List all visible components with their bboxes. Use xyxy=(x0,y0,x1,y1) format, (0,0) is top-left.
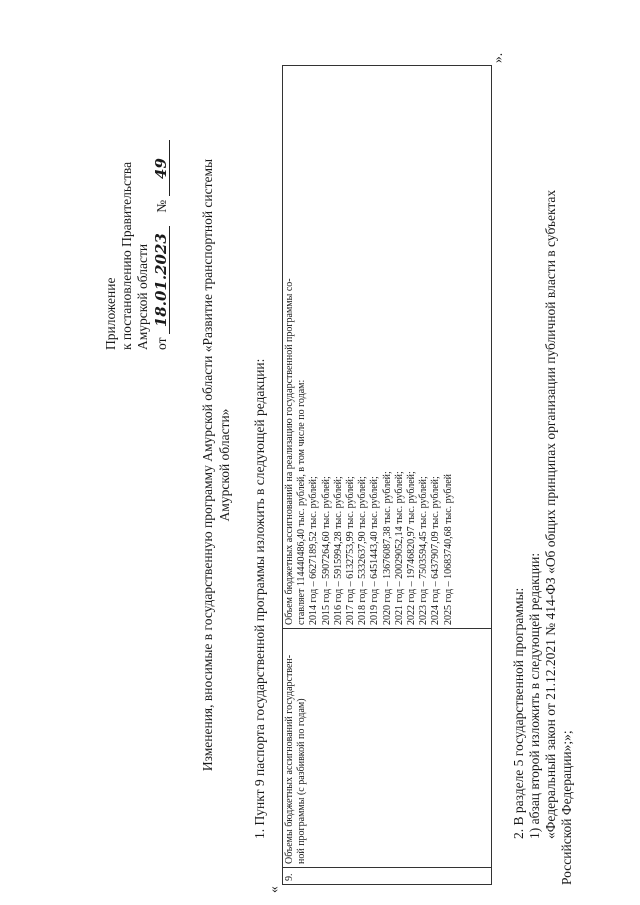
appendix-label: Приложение xyxy=(103,277,118,350)
open-quote: « xyxy=(266,886,281,893)
document-title-line2: Амурской области» xyxy=(217,408,232,522)
row-name-cell xyxy=(283,629,492,868)
value-line: 2017 год – 6132753,99 тыс. рублей; xyxy=(345,476,357,625)
value-line: 2024 год – 6437907,09 тыс. рублей; xyxy=(430,476,442,625)
row-value-cell xyxy=(283,66,492,629)
value-line: 2014 год – 6627189,52 тыс. рублей; xyxy=(308,476,320,625)
region-name: Амурской области xyxy=(135,243,150,350)
document-title-line1: Изменения, вносимые в государственную программу Амурской области «Развитие транспортной системы xyxy=(200,158,215,772)
decree-number: 49 xyxy=(153,141,170,197)
from-label: от xyxy=(154,337,169,350)
value-line: 2019 год – 6451443,40 тыс. рублей; xyxy=(369,476,381,625)
value-line: Объем бюджетных ассигнований на реализацию государственной программы со- xyxy=(284,278,295,625)
value-line: 2018 год – 5332637,90 тыс. рублей; xyxy=(357,476,369,625)
decree-date: 18.01.2023 xyxy=(153,226,170,334)
point-1-text: 1. Пункт 9 паспорта государственной программы изложить в следующей редакции: xyxy=(252,358,267,839)
value-line: 2015 год – 5907264,60 тыс. рублей; xyxy=(320,476,332,625)
row-number-cell: 9. xyxy=(283,868,492,885)
point-2-quoted-law-cont: Российской Федерации»;»; xyxy=(559,730,574,885)
close-quote: ». xyxy=(490,52,505,63)
row-name-line1: Объемы бюджетных ассигнований государствен- xyxy=(284,654,295,864)
number-label: № xyxy=(154,199,169,213)
passport-table xyxy=(282,65,492,885)
value-line: 2022 год – 19746820,97 тыс. рублей; xyxy=(406,471,418,625)
value-line: ставляет 114440486,40 тыс. рублей, в том числе по годам: xyxy=(296,379,308,625)
value-line: 2016 год – 5915994,28 тыс. рублей; xyxy=(332,476,344,625)
table-row xyxy=(283,66,492,885)
value-line: 2025 год – 10683740,68 тыс. рублей xyxy=(442,473,454,625)
value-line: 2023 год – 7503594,45 тыс. рублей; xyxy=(418,476,430,625)
point-2-quoted-law: «Федеральный закон от 21.12.2021 № 414-ФЗ «Об общих принципах организации публичной власти в субъектах xyxy=(543,189,558,839)
point-2-subitem: 1) абзац второй изложить в следующей редакции: xyxy=(527,552,542,839)
decree-date-number xyxy=(153,141,170,351)
row-name-line2: ной программы (с разбивкой по годам) xyxy=(296,698,308,864)
value-line: 2021 год – 20029052,14 тыс. рублей; xyxy=(393,471,405,625)
point-2-heading: 2. В разделе 5 государственной программы: xyxy=(511,587,526,839)
decree-reference: к постановлению Правительства xyxy=(119,161,134,350)
value-line: 2020 год – 13676087,38 тыс. рублей; xyxy=(381,471,393,625)
